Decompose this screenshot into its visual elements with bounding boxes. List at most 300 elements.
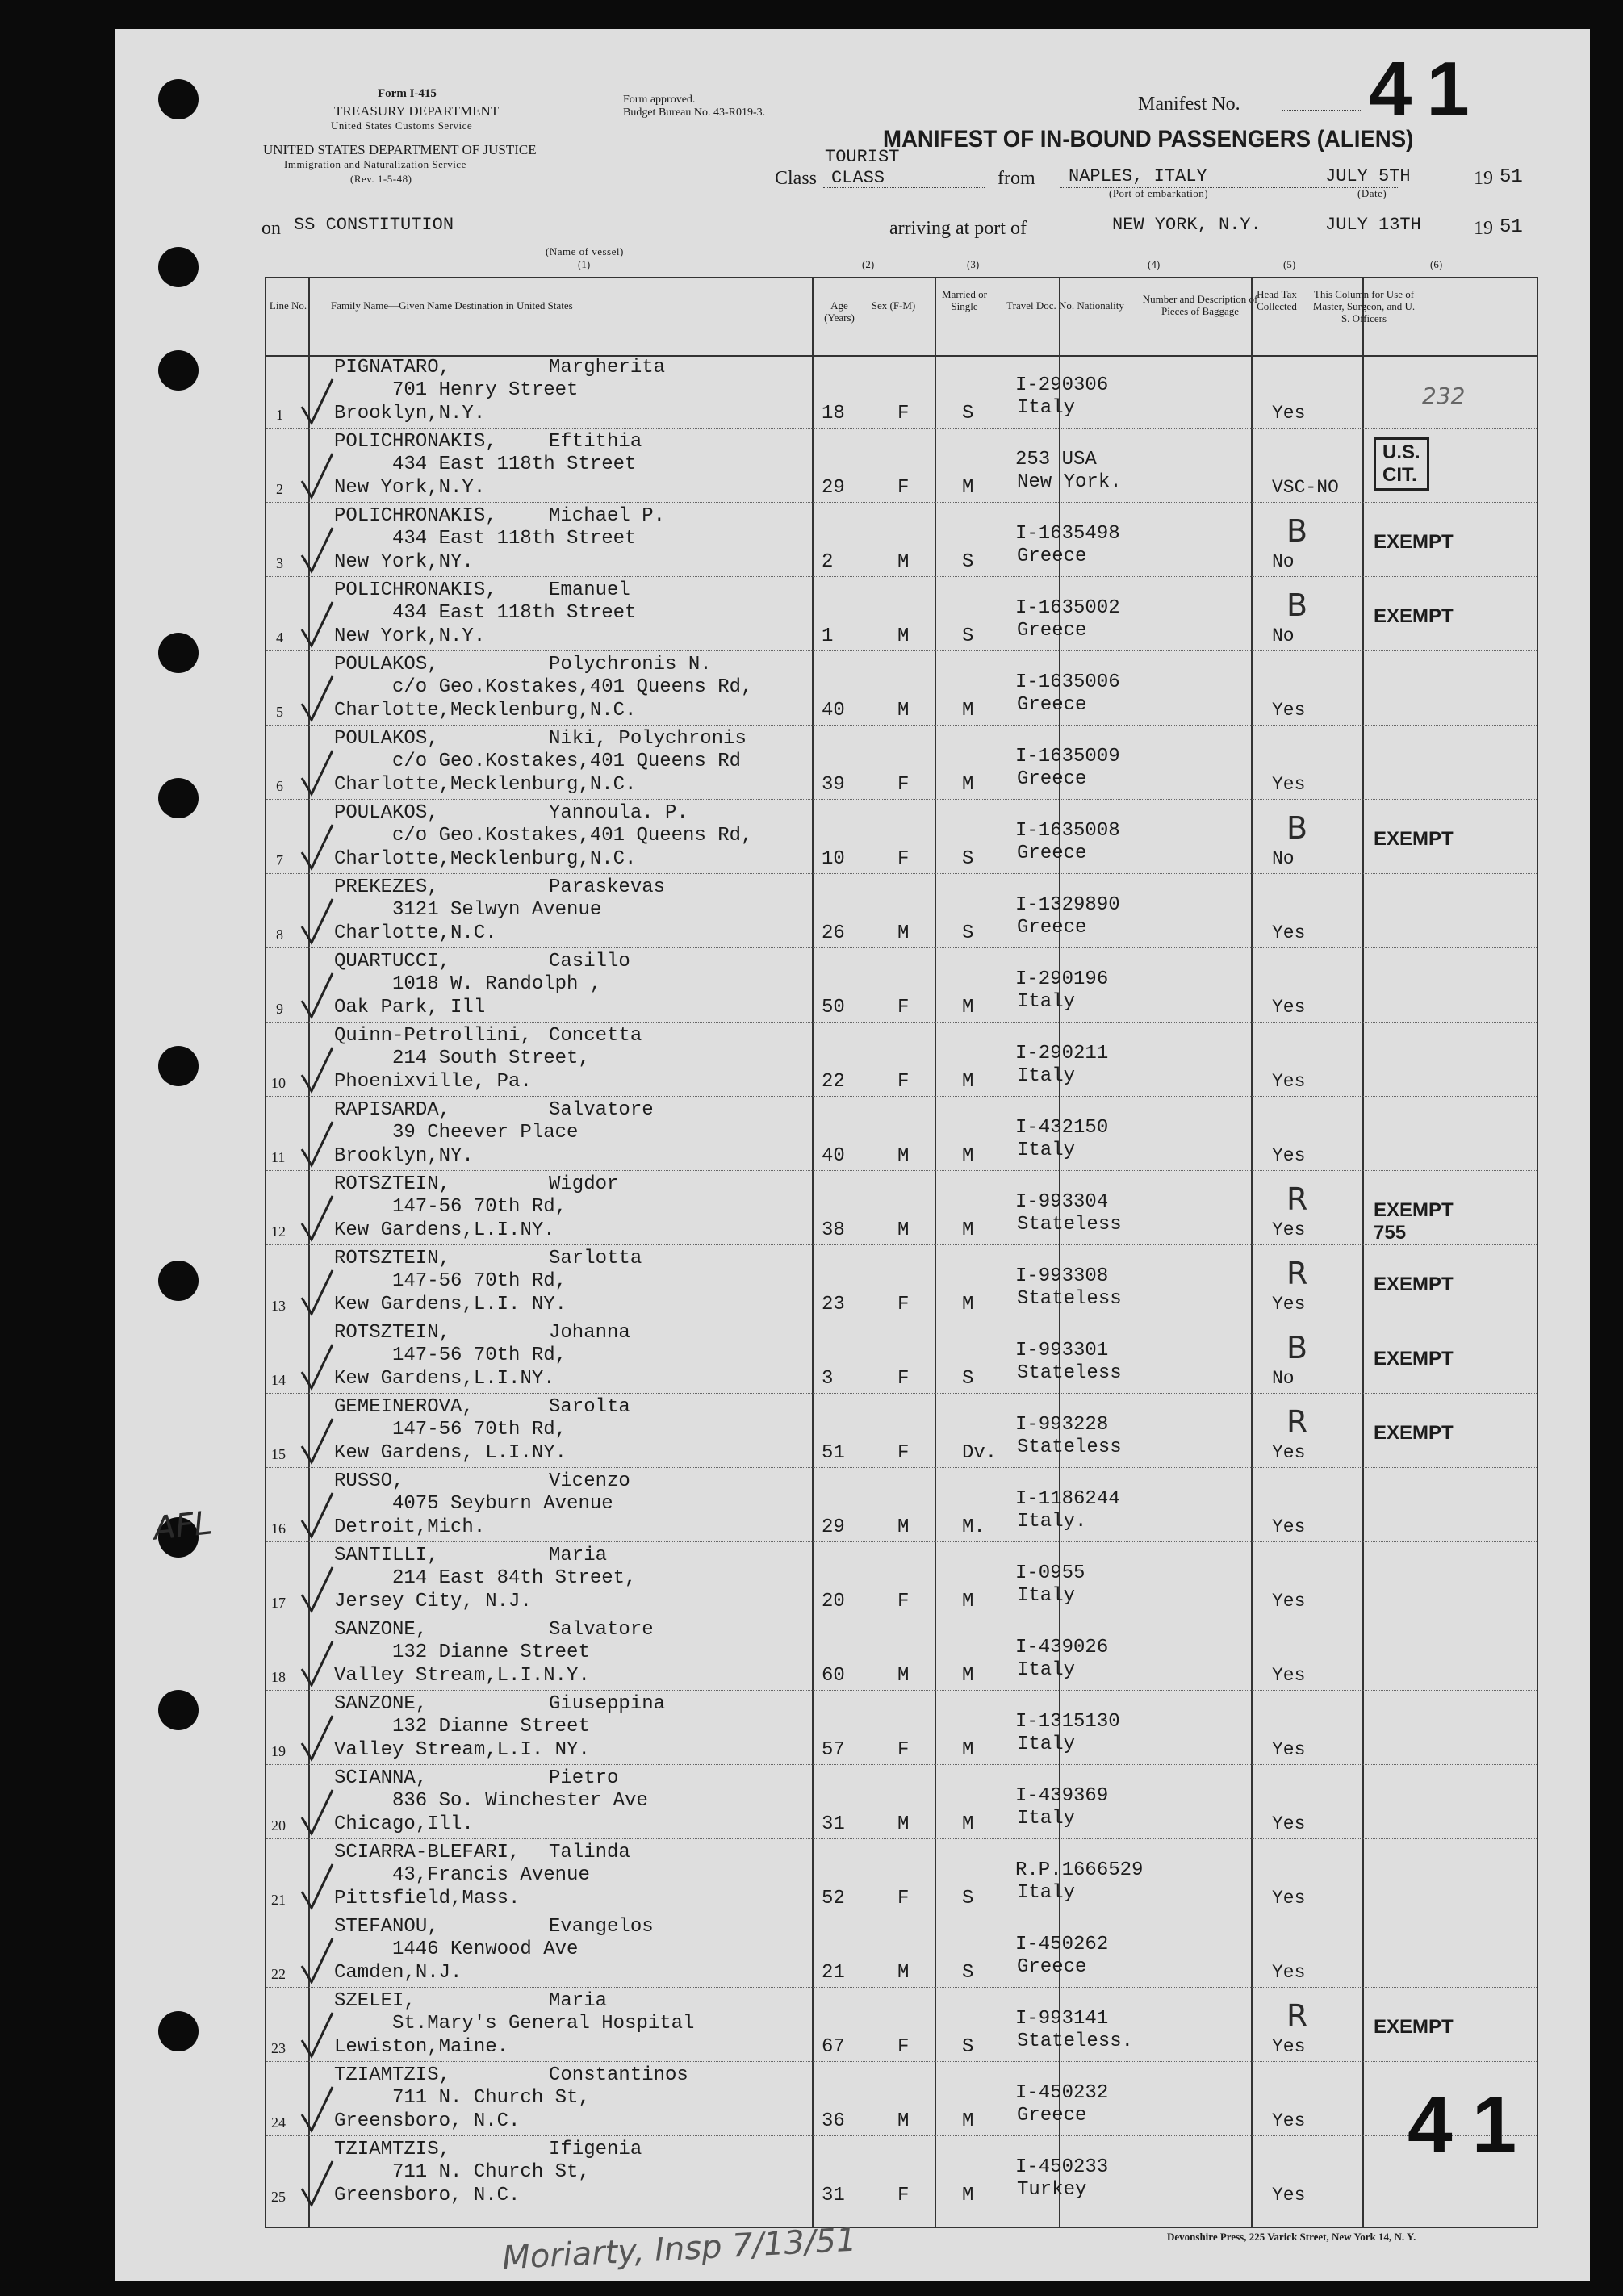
passenger-address-street: c/o Geo.Kostakes,401 Queens Rd — [392, 751, 742, 772]
passenger-address-street: 1018 W. Randolph , — [392, 973, 602, 995]
head-tax-collected: Yes — [1272, 774, 1306, 795]
check-mark-icon — [300, 1491, 334, 1540]
passenger-marital-status: S — [962, 625, 974, 647]
row-line-number: 24 — [271, 2114, 286, 2131]
passenger-address-city: New York,N.Y. — [334, 477, 486, 499]
passenger-nationality: Stateless — [1017, 1437, 1122, 1458]
passenger-family-name: SZELEI, — [334, 1990, 416, 2012]
passenger-marital-status: M — [962, 1071, 974, 1093]
passenger-age: 36 — [822, 2110, 845, 2132]
form-number: Form I-415 — [378, 87, 437, 100]
passenger-address-city: Kew Gardens,L.I.NY. — [334, 1219, 555, 1241]
check-mark-icon — [300, 972, 334, 1020]
check-mark-icon — [300, 452, 334, 500]
passenger-marital-status: M — [962, 477, 974, 499]
row-line-number: 19 — [271, 1743, 286, 1759]
passenger-given-name: Emanuel — [549, 579, 630, 601]
passenger-address-street: 147-56 70th Rd, — [392, 1270, 567, 1292]
row-divider — [266, 1838, 1537, 1839]
manifest-number: 41 — [1369, 46, 1484, 132]
passenger-family-name: RAPISARDA, — [334, 1099, 451, 1121]
travel-doc-number: I-450262 — [1015, 1934, 1109, 1955]
travel-doc-number: I-1635002 — [1015, 597, 1120, 619]
passenger-family-name: POULAKOS, — [334, 654, 439, 675]
passenger-age: 50 — [822, 997, 845, 1018]
class-dotline — [823, 187, 985, 188]
dept-line2: United States Customs Service — [331, 119, 473, 132]
row-divider — [266, 1022, 1537, 1023]
head-tax-collected: VSC-NO — [1272, 477, 1339, 498]
passenger-nationality: Greece — [1017, 843, 1087, 864]
travel-doc-number: I-1635006 — [1015, 671, 1120, 693]
row-line-number: 22 — [271, 1966, 286, 1982]
doj-line2: Immigration and Naturalization Service — [284, 158, 466, 170]
passenger-marital-status: M — [962, 1813, 974, 1835]
passenger-age: 29 — [822, 1516, 845, 1538]
passenger-nationality: Stateless — [1017, 1214, 1122, 1236]
passenger-address-city: Camden,N.J. — [334, 1962, 462, 1984]
passenger-sex: M — [897, 625, 910, 647]
passenger-nationality: Italy — [1017, 1808, 1076, 1830]
row-line-number: 21 — [271, 1892, 286, 1908]
doj-line1: UNITED STATES DEPARTMENT OF JUSTICE — [263, 142, 537, 157]
passenger-sex: M — [897, 1219, 910, 1241]
passenger-address-city: New York,NY. — [334, 551, 474, 573]
manifest-sheet — [115, 29, 1590, 2281]
passenger-age: 39 — [822, 774, 845, 796]
passenger-marital-status: M — [962, 774, 974, 796]
check-mark-icon — [300, 1194, 334, 1243]
head-tax-collected: No — [1272, 1368, 1295, 1389]
check-mark-icon — [300, 823, 334, 872]
head-tax-collected: Yes — [1272, 1665, 1306, 1686]
head-tax-collected: Yes — [1272, 1591, 1306, 1612]
passenger-sex: F — [897, 1888, 910, 1909]
head-tax-collected: Yes — [1272, 1442, 1306, 1463]
head-tax-handwritten-mark: B — [1286, 588, 1308, 623]
passenger-age: 3 — [822, 1368, 834, 1390]
check-mark-icon — [300, 675, 334, 723]
passenger-address-street: 147-56 70th Rd, — [392, 1419, 567, 1441]
passenger-sex: F — [897, 477, 910, 499]
row-line-number: 16 — [271, 1520, 286, 1537]
class-value: CLASS — [831, 168, 885, 188]
passenger-given-name: Salvatore — [549, 1099, 654, 1121]
passenger-marital-status: M — [962, 1739, 974, 1761]
passenger-address-city: Charlotte,Mecklenburg,N.C. — [334, 848, 637, 870]
passenger-given-name: Yannoula. P. — [549, 802, 688, 824]
arrival-date: JULY 13TH — [1325, 215, 1421, 235]
head-tax-collected: No — [1272, 551, 1295, 572]
header-line-no: Line No. — [269, 299, 307, 312]
passenger-sex: F — [897, 2185, 910, 2206]
manifest-label: Manifest No. — [1138, 94, 1240, 115]
header-name: Family Name—Given Name Destination in United States — [331, 299, 573, 312]
header-sex: Sex (F-M) — [871, 299, 916, 312]
passenger-sex: F — [897, 1368, 910, 1390]
passenger-marital-status: M — [962, 1591, 974, 1612]
passenger-age: 29 — [822, 477, 845, 499]
passenger-address-street: St.Mary's General Hospital — [392, 2013, 695, 2035]
passenger-age: 18 — [822, 403, 845, 424]
passenger-address-city: Charlotte,N.C. — [334, 922, 497, 944]
check-mark-icon — [300, 1120, 334, 1169]
from-year: 51 — [1500, 166, 1523, 188]
passenger-address-city: New York,N.Y. — [334, 625, 486, 647]
passenger-address-street: 711 N. Church St, — [392, 2087, 590, 2109]
travel-doc-number: I-290196 — [1015, 968, 1109, 990]
check-mark-icon — [300, 1566, 334, 1614]
head-tax-collected: Yes — [1272, 1962, 1306, 1983]
row-divider — [266, 947, 1537, 948]
passenger-given-name: Paraskevas — [549, 876, 666, 898]
check-mark-icon — [300, 600, 334, 649]
col-num-5: (5) — [1283, 258, 1296, 270]
passenger-marital-status: M — [962, 1294, 974, 1315]
header-rule — [266, 355, 1537, 357]
passenger-family-name: POULAKOS, — [334, 728, 439, 750]
passenger-age: 31 — [822, 1813, 845, 1835]
head-tax-collected: Yes — [1272, 403, 1306, 424]
travel-doc-number: I-1186244 — [1015, 1488, 1120, 1510]
passenger-family-name: ROTSZTEIN, — [334, 1173, 451, 1195]
passenger-given-name: Constantinos — [549, 2064, 688, 2086]
passenger-address-city: Oak Park, Ill — [334, 997, 486, 1018]
travel-doc-number: I-0955 — [1015, 1562, 1085, 1584]
passenger-address-street: 147-56 70th Rd, — [392, 1345, 567, 1366]
passenger-nationality: Italy — [1017, 1065, 1076, 1087]
check-mark-icon — [300, 526, 334, 575]
travel-doc-number: I-450233 — [1015, 2156, 1109, 2178]
passenger-given-name: Giuseppina — [549, 1693, 666, 1715]
officer-remark: EXEMPT — [1374, 531, 1454, 553]
travel-doc-number: I-290211 — [1015, 1043, 1109, 1064]
row-divider — [266, 1764, 1537, 1765]
punch-hole — [158, 2011, 199, 2051]
passenger-marital-status: S — [962, 2036, 974, 2058]
passenger-sex: F — [897, 1442, 910, 1464]
punch-hole — [158, 350, 199, 391]
passenger-address-street: 434 East 118th Street — [392, 454, 637, 475]
passenger-marital-status: Dv. — [962, 1442, 998, 1464]
head-tax-handwritten-mark: R — [1286, 1404, 1308, 1440]
row-divider — [266, 576, 1537, 577]
passenger-nationality: Italy — [1017, 991, 1076, 1013]
passenger-age: 26 — [822, 922, 845, 944]
punch-hole — [158, 1690, 199, 1730]
officer-remark: EXEMPT — [1374, 1273, 1454, 1295]
passenger-age: 40 — [822, 700, 845, 721]
passenger-marital-status: M — [962, 2110, 974, 2132]
passenger-given-name: Vicenzo — [549, 1470, 630, 1492]
row-line-number: 8 — [276, 926, 283, 943]
passenger-given-name: Casillo — [549, 951, 630, 972]
passenger-address-street: 39 Cheever Place — [392, 1122, 579, 1144]
passenger-sex: M — [897, 1813, 910, 1835]
date-caption: (Date) — [1357, 187, 1387, 199]
from-port: NAPLES, ITALY — [1069, 166, 1207, 186]
passenger-sex: F — [897, 997, 910, 1018]
passenger-family-name: TZIAMTZIS, — [334, 2139, 451, 2160]
passenger-address-street: 132 Dianne Street — [392, 1716, 590, 1738]
travel-doc-number: 253 USA — [1015, 449, 1097, 470]
check-mark-icon — [300, 1863, 334, 1911]
travel-doc-number: I-450232 — [1015, 2082, 1109, 2104]
travel-doc-number: I-1635009 — [1015, 746, 1120, 767]
row-line-number: 14 — [271, 1372, 286, 1388]
row-divider — [266, 428, 1537, 429]
head-tax-handwritten-mark: B — [1286, 810, 1308, 846]
passenger-family-name: POLICHRONAKIS, — [334, 431, 497, 453]
check-mark-icon — [300, 1714, 334, 1763]
passenger-sex: F — [897, 403, 910, 424]
passenger-family-name: POULAKOS, — [334, 802, 439, 824]
officer-remark: EXEMPT — [1374, 828, 1454, 850]
passenger-address-street: 434 East 118th Street — [392, 602, 637, 624]
punch-hole — [158, 79, 199, 119]
passenger-sex: F — [897, 1071, 910, 1093]
doj-line3: (Rev. 1-5-48) — [350, 173, 412, 185]
passenger-age: 1 — [822, 625, 834, 647]
head-tax-handwritten-mark: R — [1286, 1998, 1308, 2034]
arrival-year-prefix: 19 — [1474, 218, 1493, 239]
passenger-address-street: 434 East 118th Street — [392, 528, 637, 550]
passenger-address-city: Phoenixville, Pa. — [334, 1071, 532, 1093]
travel-doc-number: I-1315130 — [1015, 1711, 1120, 1733]
passenger-nationality: Greece — [1017, 768, 1087, 790]
passenger-family-name: ROTSZTEIN, — [334, 1248, 451, 1269]
inspector-signature: Moriarty, Insp 7/13/51 — [501, 2221, 858, 2277]
passenger-address-street: 214 East 84th Street, — [392, 1567, 637, 1589]
passenger-family-name: SANZONE, — [334, 1619, 428, 1641]
check-mark-icon — [300, 2085, 334, 2134]
passenger-nationality: Greece — [1017, 620, 1087, 642]
passenger-age: 10 — [822, 848, 845, 870]
head-tax-collected: Yes — [1272, 700, 1306, 721]
passenger-address-city: Brooklyn,N.Y. — [334, 403, 486, 424]
passenger-family-name: PREKEZES, — [334, 876, 439, 898]
passenger-given-name: Sarlotta — [549, 1248, 642, 1269]
passenger-age: 52 — [822, 1888, 845, 1909]
passenger-family-name: TZIAMTZIS, — [334, 2064, 451, 2086]
head-tax-collected: Yes — [1272, 2036, 1306, 2057]
passenger-family-name: POLICHRONAKIS, — [334, 579, 497, 601]
row-line-number: 12 — [271, 1223, 286, 1240]
passenger-age: 51 — [822, 1442, 845, 1464]
passenger-address-street: 147-56 70th Rd, — [392, 1196, 567, 1218]
passenger-marital-status: S — [962, 1888, 974, 1909]
passenger-family-name: STEFANOU, — [334, 1916, 439, 1938]
row-line-number: 10 — [271, 1075, 286, 1091]
check-mark-icon — [300, 897, 334, 946]
check-mark-icon — [300, 378, 334, 426]
row-line-number: 17 — [271, 1595, 286, 1611]
passenger-marital-status: M. — [962, 1516, 985, 1538]
head-tax-collected: Yes — [1272, 997, 1306, 1018]
col-divider — [812, 278, 814, 2227]
passenger-sex: M — [897, 700, 910, 721]
row-divider — [266, 725, 1537, 726]
head-tax-collected: Yes — [1272, 1739, 1306, 1760]
passenger-family-name: SCIANNA, — [334, 1767, 428, 1789]
punch-hole — [158, 247, 199, 287]
row-divider — [266, 1690, 1537, 1691]
passenger-address-street: c/o Geo.Kostakes,401 Queens Rd, — [392, 676, 753, 698]
row-divider — [266, 1987, 1537, 1988]
row-line-number: 1 — [276, 407, 283, 423]
officer-remark: EXEMPT — [1374, 1422, 1454, 1444]
passenger-sex: F — [897, 774, 910, 796]
punch-hole — [158, 1261, 199, 1301]
passenger-sex: F — [897, 848, 910, 870]
passenger-family-name: GEMEINEROVA, — [334, 1396, 474, 1418]
col-divider — [1362, 278, 1364, 2227]
passenger-nationality: Italy — [1017, 1734, 1076, 1755]
row-divider — [266, 1393, 1537, 1394]
row-line-number: 23 — [271, 2040, 286, 2056]
travel-doc-number: I-439026 — [1015, 1637, 1109, 1658]
passenger-address-street: c/o Geo.Kostakes,401 Queens Rd, — [392, 825, 753, 847]
passenger-address-city: Valley Stream,L.I.N.Y. — [334, 1665, 590, 1687]
row-divider — [266, 1170, 1537, 1171]
head-tax-collected: Yes — [1272, 1294, 1306, 1315]
passenger-nationality: Italy — [1017, 1659, 1076, 1681]
col-num-3: (3) — [967, 258, 980, 270]
passenger-marital-status: S — [962, 1368, 974, 1390]
head-tax-collected: Yes — [1272, 1888, 1306, 1909]
on-label: on — [261, 218, 281, 239]
passenger-family-name: ROTSZTEIN, — [334, 1322, 451, 1344]
passenger-age: 23 — [822, 1294, 845, 1315]
passenger-sex: M — [897, 922, 910, 944]
passenger-sex: M — [897, 1665, 910, 1687]
header-officers: This Column for Use of Master, Surgeon, and U. S. Officers — [1312, 288, 1416, 324]
travel-doc-number: I-1329890 — [1015, 894, 1120, 916]
arrival-year: 51 — [1500, 216, 1523, 238]
passenger-nationality: Greece — [1017, 917, 1087, 939]
passenger-address-city: Jersey City, N.J. — [334, 1591, 532, 1612]
punch-hole — [158, 633, 199, 673]
passenger-address-city: Kew Gardens, L.I.NY. — [334, 1442, 567, 1464]
officer-remark: U.S. CIT. — [1374, 437, 1429, 491]
passenger-nationality: Italy. — [1017, 1511, 1087, 1533]
row-divider — [266, 650, 1537, 651]
check-mark-icon — [300, 1640, 334, 1688]
passenger-given-name: Pietro — [549, 1767, 619, 1789]
passenger-marital-status: M — [962, 1219, 974, 1241]
passenger-sex: F — [897, 1294, 910, 1315]
passenger-given-name: Ifigenia — [549, 2139, 642, 2160]
passenger-sex: M — [897, 2110, 910, 2132]
passenger-address-street: 711 N. Church St, — [392, 2161, 590, 2183]
passenger-address-city: Kew Gardens,L.I.NY. — [334, 1368, 555, 1390]
col-num-2: (2) — [862, 258, 875, 270]
side-note-afl: AFL — [151, 1504, 214, 1548]
passenger-nationality: Greece — [1017, 694, 1087, 716]
passenger-nationality: Stateless — [1017, 1288, 1122, 1310]
check-mark-icon — [300, 1417, 334, 1466]
passenger-given-name: Michael P. — [549, 505, 666, 527]
row-divider — [266, 1541, 1537, 1542]
passenger-given-name: Margherita — [549, 357, 666, 378]
row-line-number: 11 — [271, 1149, 286, 1165]
passenger-nationality: New York. — [1017, 471, 1122, 493]
passenger-age: 40 — [822, 1145, 845, 1167]
passenger-given-name: Niki, Polychronis — [549, 728, 747, 750]
passenger-marital-status: S — [962, 1962, 974, 1984]
passenger-family-name: SANTILLI, — [334, 1545, 439, 1566]
passenger-age: 2 — [822, 551, 834, 573]
passenger-address-city: Chicago,Ill. — [334, 1813, 474, 1835]
passenger-nationality: Greece — [1017, 1956, 1087, 1978]
vessel-caption: (Name of vessel) — [546, 245, 624, 257]
passenger-marital-status: M — [962, 2185, 974, 2206]
passenger-address-city: Kew Gardens,L.I. NY. — [334, 1294, 567, 1315]
passenger-sex: M — [897, 1145, 910, 1167]
class-label: Class — [775, 168, 818, 189]
punch-hole — [158, 1046, 199, 1086]
from-date: JULY 5TH — [1325, 166, 1411, 186]
row-line-number: 13 — [271, 1298, 286, 1314]
head-tax-handwritten-mark: B — [1286, 513, 1308, 549]
passenger-address-street: 1446 Kenwood Ave — [392, 1938, 579, 1960]
passenger-family-name: SANZONE, — [334, 1693, 428, 1715]
passenger-sex: F — [897, 2036, 910, 2058]
check-mark-icon — [300, 749, 334, 797]
manifest-dotline — [1282, 110, 1362, 111]
from-year-prefix: 19 — [1474, 168, 1493, 189]
arriving-label: arriving at port of — [889, 218, 1027, 239]
row-divider — [266, 502, 1537, 503]
row-divider — [266, 2061, 1537, 2062]
check-mark-icon — [300, 1343, 334, 1391]
row-divider — [266, 1467, 1537, 1468]
dept-line1: TREASURY DEPARTMENT — [334, 103, 500, 119]
officer-remark: EXEMPT — [1374, 1348, 1454, 1370]
passenger-nationality: Stateless. — [1017, 2030, 1134, 2052]
manifest-title: MANIFEST OF IN-BOUND PASSENGERS (ALIENS) — [883, 126, 1414, 153]
passenger-address-street: 132 Dianne Street — [392, 1641, 590, 1663]
header-age: Age (Years) — [824, 299, 855, 324]
from-label: from — [998, 168, 1035, 189]
passenger-address-street: 214 South Street, — [392, 1048, 590, 1069]
travel-doc-number: R.P.1666529 — [1015, 1859, 1144, 1881]
row-line-number: 20 — [271, 1817, 286, 1834]
passenger-marital-status: S — [962, 922, 974, 944]
passenger-age: 20 — [822, 1591, 845, 1612]
passenger-given-name: Maria — [549, 1990, 608, 2012]
passenger-given-name: Evangelos — [549, 1916, 654, 1938]
row-divider — [266, 1096, 1537, 1097]
row-line-number: 15 — [271, 1446, 286, 1462]
passenger-nationality: Italy — [1017, 1882, 1076, 1904]
passenger-address-street: 43,Francis Avenue — [392, 1864, 590, 1886]
col-divider — [1251, 278, 1253, 2227]
passenger-address-city: Charlotte,Mecklenburg,N.C. — [334, 774, 637, 796]
head-tax-collected: Yes — [1272, 2110, 1306, 2131]
officer-remark: 232 — [1422, 383, 1466, 409]
passenger-address-city: Detroit,Mich. — [334, 1516, 486, 1538]
passenger-marital-status: M — [962, 700, 974, 721]
passenger-nationality: Italy — [1017, 397, 1076, 419]
port-caption: (Port of embarkation) — [1109, 187, 1209, 199]
passenger-age: 38 — [822, 1219, 845, 1241]
row-line-number: 7 — [276, 852, 283, 868]
punch-hole — [158, 778, 199, 818]
passenger-nationality: Greece — [1017, 2105, 1087, 2127]
header-head-tax: Head Tax Collected — [1257, 288, 1297, 312]
passenger-given-name: Sarolta — [549, 1396, 630, 1418]
